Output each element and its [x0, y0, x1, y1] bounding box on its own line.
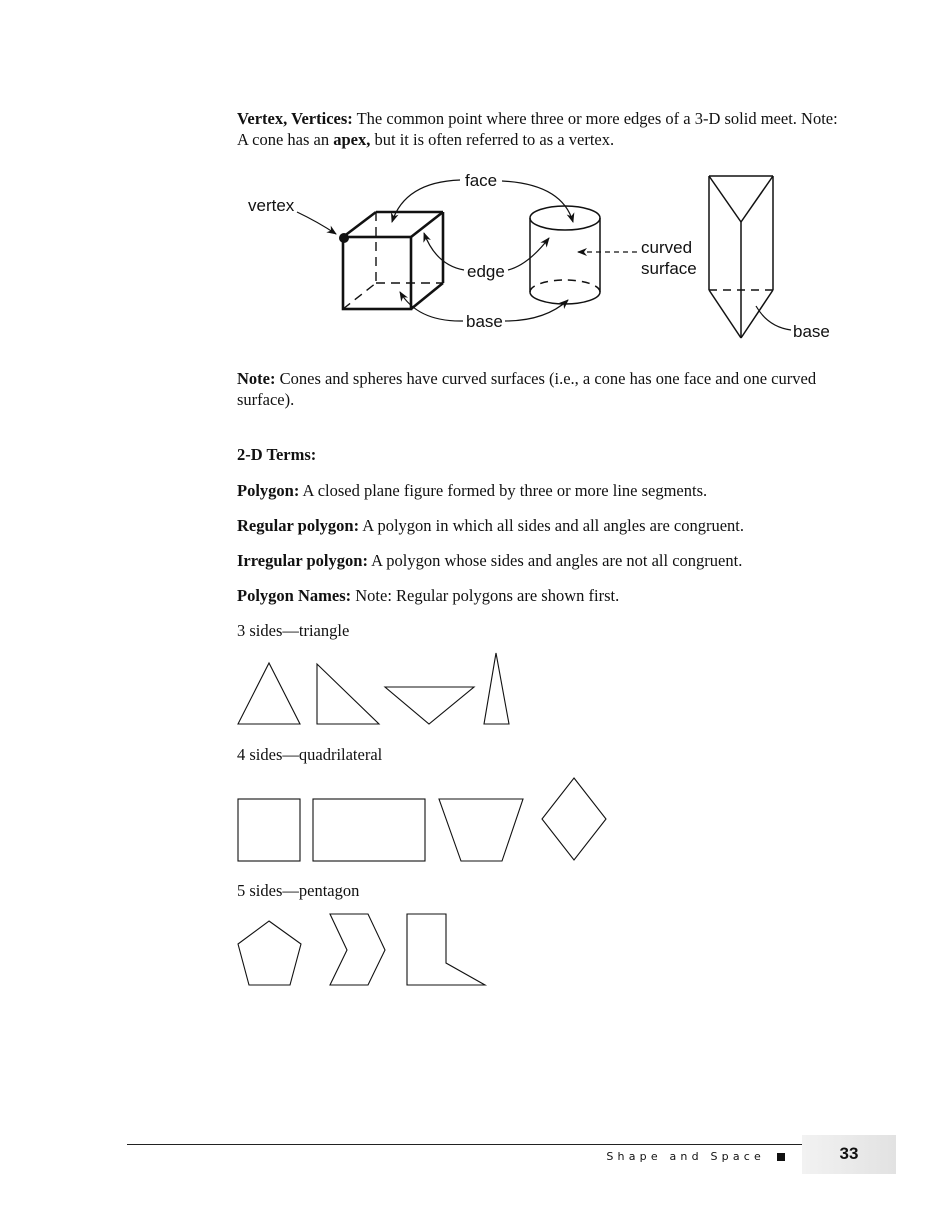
label-edge: edge — [467, 262, 505, 281]
label-surface: surface — [641, 259, 697, 278]
vertex-term: Vertex, Vertices: — [237, 109, 353, 128]
label-vertex: vertex — [248, 196, 295, 215]
regular-term: Regular polygon: — [237, 516, 360, 535]
arrow-pentagon — [330, 914, 385, 985]
label-base: base — [466, 312, 503, 331]
names-def: Note: Regular polygons are shown first. — [351, 586, 620, 605]
footer-section-title: Shape and Space — [606, 1150, 765, 1163]
polygon-def: A closed plane figure formed by three or more line segments. — [299, 481, 708, 500]
polygon-term: Polygon: — [237, 481, 300, 500]
label-face: face — [465, 171, 498, 190]
regular-def: A polygon in which all sides and all angles are congruent. — [359, 516, 745, 535]
caption-5-sides: 5 sides—pentagon — [237, 881, 360, 900]
regular-pentagon — [238, 921, 301, 985]
footer-square-icon — [777, 1153, 785, 1161]
note-term: Note: — [237, 369, 276, 388]
names-term: Polygon Names: — [237, 586, 352, 605]
irregular-term: Irregular polygon: — [237, 551, 368, 570]
note-text: Cones and spheres have curved surfaces (i.e., a cone has one face and one curved surface). — [237, 369, 817, 409]
page-number-text: 33 — [839, 1144, 859, 1163]
caption-3-sides: 3 sides—triangle — [237, 621, 350, 640]
label-base-prism: base — [793, 322, 830, 341]
apex-term: apex, — [333, 130, 371, 149]
footer-rule — [127, 1144, 802, 1145]
page-number — [802, 1144, 896, 1164]
label-curved: curved — [641, 238, 693, 257]
caption-4-sides: 4 sides—quadrilateral — [237, 745, 383, 764]
vertex-def-1: The common point where three or more edges of a 3-D solid meet. Note: A cone has an — [237, 109, 838, 149]
irregular-def: A polygon whose sides and angles are not all congruent. — [367, 551, 743, 570]
l-shaped-pentagon — [407, 914, 485, 985]
vertex-def-2: but it is often referred to as a vertex. — [370, 130, 615, 149]
heading-2d-terms-text: 2-D Terms: — [237, 445, 317, 464]
